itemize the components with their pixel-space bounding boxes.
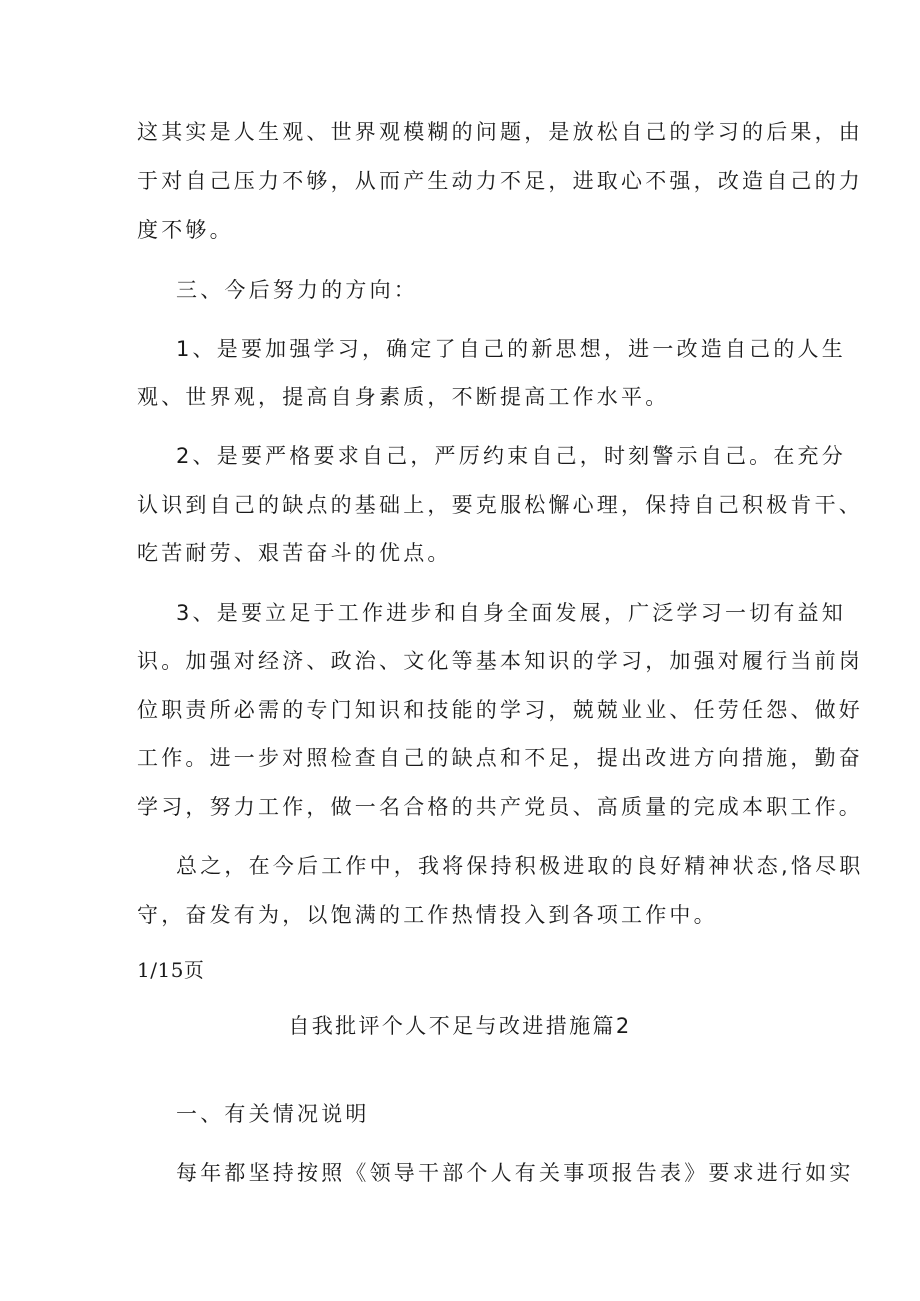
paragraph-line: 每年都坚持按照《领导干部个人有关事项报告表》要求进行如实	[176, 1161, 854, 1185]
paragraph-line: 这其实是人生观、世界观模糊的问题，是放松自己的学习的后果，由	[137, 120, 863, 144]
list-item-line: 识。加强对经济、政治、文化等基本知识的学习，加强对履行当前岗	[137, 649, 863, 673]
list-item-line: 学习，努力工作，做一名合格的共产党员、高质量的完成本职工作。	[137, 795, 863, 819]
section-heading: 三、今后努力的方向：	[176, 278, 418, 302]
paragraph-line: 度不够。	[137, 218, 234, 242]
section-heading: 一、有关情况说明	[176, 1102, 370, 1126]
list-item-line: 工作。进一步对照检查自己的缺点和不足，提出改进方向措施，勤奋	[137, 746, 863, 770]
list-item-line: 观、世界观，提高自身素质，不断提高工作水平。	[137, 385, 670, 409]
list-item-line: 认识到自己的缺点的基础上，要克服松懈心理，保持自己积极肯干、	[137, 493, 863, 517]
list-item-line: 位职责所必需的专门知识和技能的学习，兢兢业业、任劳任怨、做好	[137, 698, 863, 722]
summary-line: 守，奋发有为，以饱满的工作热情投入到各项工作中。	[137, 903, 718, 927]
list-item-line: 2、是要严格要求自己，严厉约束自己，时刻警示自己。在充分	[176, 444, 846, 468]
list-item-line: 1、是要加强学习，确定了自己的新思想，进一改造自己的人生	[176, 337, 846, 361]
paragraph-line: 于对自己压力不够，从而产生动力不足，进取心不强，改造自己的力	[137, 169, 863, 193]
section-title: 自我批评个人不足与改进措施篇2	[288, 1014, 632, 1038]
list-item-line: 吃苦耐劳、艰苦奋斗的优点。	[137, 541, 452, 565]
list-item-line: 3、是要立足于工作进步和自身全面发展，广泛学习一切有益知	[176, 601, 846, 625]
summary-line: 总之，在今后工作中，我将保持积极进取的良好精神状态,恪尽职	[176, 854, 864, 878]
page-number: 1/15页	[137, 958, 205, 982]
